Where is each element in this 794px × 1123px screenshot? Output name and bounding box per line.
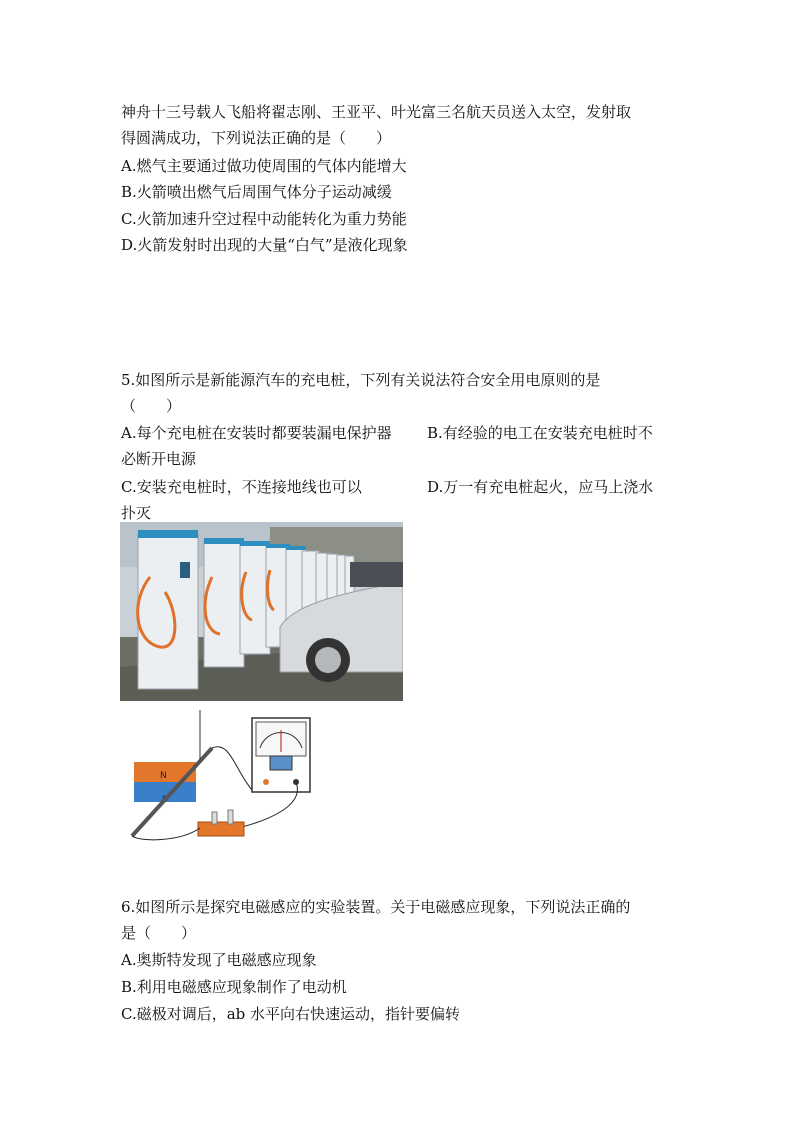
q5-stem-line1: 5.如图所示是新能源汽车的充电桩，下列有关说法符合安全用电原则的是 <box>121 371 601 389</box>
q5-option-d-line1: D.万一有充电桩起火，应马上浇水 <box>427 478 654 496</box>
q4-option-a: A.燃气主要通过做功使周围的气体内能增大 <box>121 157 407 175</box>
induction-apparatus-diagram <box>120 710 320 845</box>
q5-option-b-line2: 必断开电源 <box>121 450 197 468</box>
switch-base <box>198 822 244 836</box>
q6-stem-line2: 是（ ） <box>121 924 197 942</box>
q6-option-b: B.利用电磁感应现象制作了电动机 <box>121 978 347 996</box>
q6-option-a: A.奥斯特发现了电磁感应现象 <box>121 951 317 969</box>
q5-option-a: A.每个充电桩在安装时都要装漏电保护器 <box>121 424 392 442</box>
q5-option-c: C.安装充电桩时，不连接地线也可以 <box>121 478 362 496</box>
q5-stem-line2: （ ） <box>121 397 182 415</box>
q4-option-d: D.火箭发射时出现的大量“白气”是液化现象 <box>121 236 408 254</box>
pole-n-label: N <box>160 771 167 781</box>
q4-stem-line1: 神舟十三号载人飞船将翟志刚、王亚平、叶光富三名航天员送入太空，发射取 <box>121 103 632 121</box>
q4-option-c: C.火箭加速升空过程中动能转化为重力势能 <box>121 210 407 228</box>
charging-station-photo <box>120 522 403 701</box>
q4-stem-line2: 得圆满成功，下列说法正确的是（ ） <box>121 129 392 147</box>
q5-option-b-line1: B.有经验的电工在安装充电桩时不 <box>427 424 653 442</box>
q5-option-d-line2: 扑灭 <box>121 504 152 522</box>
q6-option-c: C.磁极对调后，ab 水平向右快速运动，指针要偏转 <box>121 1005 461 1023</box>
q6-stem-line1: 6.如图所示是探究电磁感应的实验装置。关于电磁感应现象，下列说法正确的 <box>121 898 631 916</box>
q4-option-b: B.火箭喷出燃气后周围气体分子运动减缓 <box>121 183 392 201</box>
terminal-positive <box>263 779 269 785</box>
